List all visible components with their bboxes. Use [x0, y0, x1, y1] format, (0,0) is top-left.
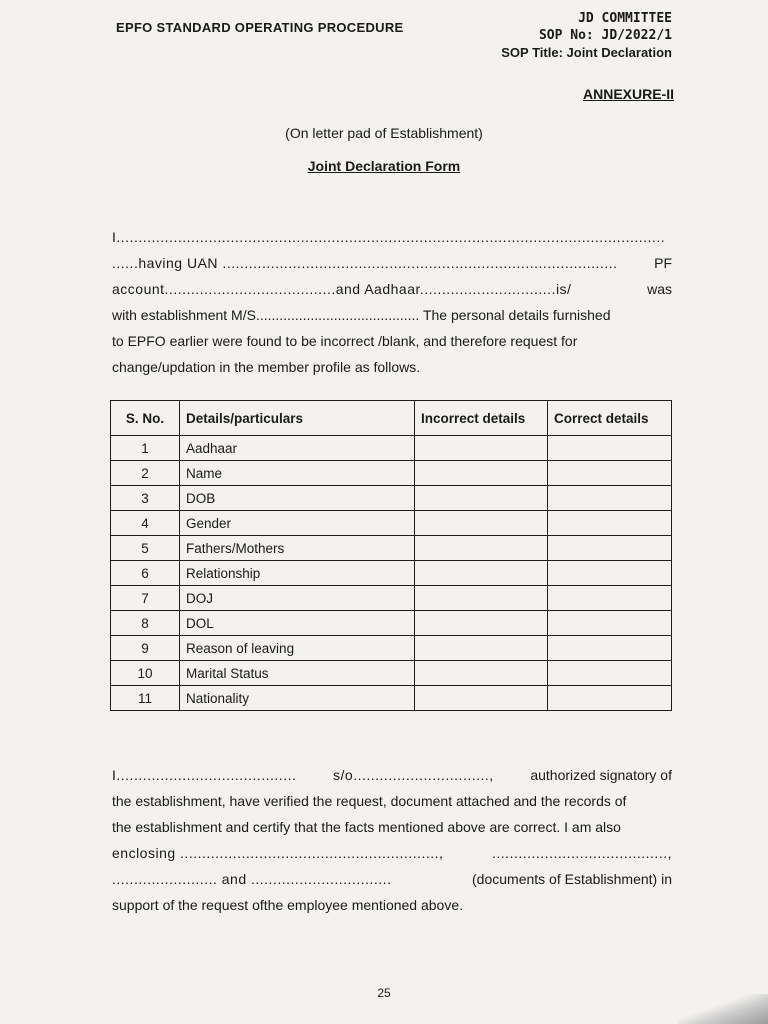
para2-line1-end: authorized signatory of [530, 767, 672, 783]
form-title: Joint Declaration Form [307, 158, 461, 174]
para2-line3: the establishment and certify that the facts mentioned above are correct. I am also [112, 819, 621, 835]
correct-cell[interactable] [548, 511, 672, 536]
correct-cell[interactable] [548, 561, 672, 586]
incorrect-cell[interactable] [415, 536, 548, 561]
incorrect-cell[interactable] [415, 461, 548, 486]
para1-line6: change/updation in the member profile as follows. [112, 359, 421, 375]
table-row [111, 561, 672, 586]
incorrect-cell[interactable] [415, 436, 548, 461]
para1-line2 [112, 250, 672, 276]
para1-line4: with establishment M/S.......................................... The personal details furnished [112, 307, 611, 323]
details-table [110, 400, 672, 711]
certification-paragraph [112, 762, 672, 918]
col-header-sno: S. No. [111, 401, 180, 436]
incorrect-cell[interactable] [415, 661, 548, 686]
incorrect-cell[interactable] [415, 561, 548, 586]
col-header-details: Details/particulars [180, 401, 415, 436]
row-sno: 4 [111, 511, 180, 536]
incorrect-cell[interactable] [415, 686, 548, 711]
row-detail: DOJ [180, 586, 415, 611]
correct-cell[interactable] [548, 461, 672, 486]
para1-line1: I............................................................................................................................. [112, 229, 666, 245]
col-header-correct: Correct details [548, 401, 672, 436]
incorrect-cell[interactable] [415, 586, 548, 611]
row-detail: Relationship [180, 561, 415, 586]
para2-line5-text: ........................ and ................................ [112, 871, 392, 887]
table-row [111, 686, 672, 711]
row-detail: Fathers/Mothers [180, 536, 415, 561]
row-detail: Reason of leaving [180, 636, 415, 661]
para2-line1-name: I......................................... [112, 767, 297, 783]
header-title: EPFO STANDARD OPERATING PROCEDURE [116, 20, 404, 35]
letterpad-note: (On letter pad of Establishment) [285, 125, 483, 141]
table-row [111, 661, 672, 686]
correct-cell[interactable] [548, 611, 672, 636]
table-row [111, 511, 672, 536]
para2-line4 [112, 840, 672, 866]
correct-cell[interactable] [548, 661, 672, 686]
row-detail: DOB [180, 486, 415, 511]
row-detail: Name [180, 461, 415, 486]
row-sno: 6 [111, 561, 180, 586]
para2-line1 [112, 762, 672, 788]
para1-line3 [112, 276, 672, 302]
table-row [111, 636, 672, 661]
correct-cell[interactable] [548, 486, 672, 511]
row-sno: 7 [111, 586, 180, 611]
para1-line2-end: PF [654, 255, 672, 271]
para1-line3-end: was [647, 281, 672, 297]
para1-line2-text: ......having UAN .......................................................................................... [112, 255, 618, 271]
correct-cell[interactable] [548, 686, 672, 711]
row-sno: 5 [111, 536, 180, 561]
correct-cell[interactable] [548, 636, 672, 661]
para2-line5 [112, 866, 672, 892]
row-detail: Nationality [180, 686, 415, 711]
para2-line4-end: ........................................, [492, 845, 672, 861]
row-sno: 10 [111, 661, 180, 686]
row-detail: Aadhaar [180, 436, 415, 461]
table-row [111, 586, 672, 611]
sop-number: SOP No: JD/2022/1 [538, 28, 672, 43]
sop-title: SOP Title: Joint Declaration [501, 45, 672, 60]
row-sno: 2 [111, 461, 180, 486]
incorrect-cell[interactable] [415, 486, 548, 511]
para1-line5: to EPFO earlier were found to be incorrect /blank, and therefore request for [112, 333, 578, 349]
row-detail: Gender [180, 511, 415, 536]
correct-cell[interactable] [548, 586, 672, 611]
row-sno: 11 [111, 686, 180, 711]
incorrect-cell[interactable] [415, 636, 548, 661]
para1-line3-text: account.......................................and Aadhaar...............................is/ [112, 281, 572, 297]
paper-edge-shadow [678, 994, 768, 1024]
table-row [111, 486, 672, 511]
table-row [111, 536, 672, 561]
annexure-label: ANNEXURE-II [582, 86, 674, 102]
table-header-row [111, 401, 672, 436]
table-row [111, 436, 672, 461]
table-row [111, 461, 672, 486]
row-sno: 8 [111, 611, 180, 636]
incorrect-cell[interactable] [415, 511, 548, 536]
row-detail: DOL [180, 611, 415, 636]
correct-cell[interactable] [548, 436, 672, 461]
table-row [111, 611, 672, 636]
declaration-paragraph [112, 224, 672, 380]
correct-cell[interactable] [548, 536, 672, 561]
row-sno: 3 [111, 486, 180, 511]
col-header-incorrect: Incorrect details [415, 401, 548, 436]
para2-line4-text: enclosing ..........................................................., [112, 845, 444, 861]
para2-line5-end: (documents of Establishment) in [472, 871, 672, 887]
committee-label: JD COMMITTEE [578, 11, 672, 26]
incorrect-cell[interactable] [415, 611, 548, 636]
row-sno: 9 [111, 636, 180, 661]
page-number: 25 [377, 986, 391, 1000]
row-sno: 1 [111, 436, 180, 461]
para2-line2: the establishment, have verified the request, document attached and the records of [112, 793, 627, 809]
para2-line6: support of the request ofthe employee mentioned above. [112, 897, 464, 913]
para2-line1-so: s/o..............................., [333, 767, 494, 783]
row-detail: Marital Status [180, 661, 415, 686]
header-sop-info [501, 10, 672, 61]
